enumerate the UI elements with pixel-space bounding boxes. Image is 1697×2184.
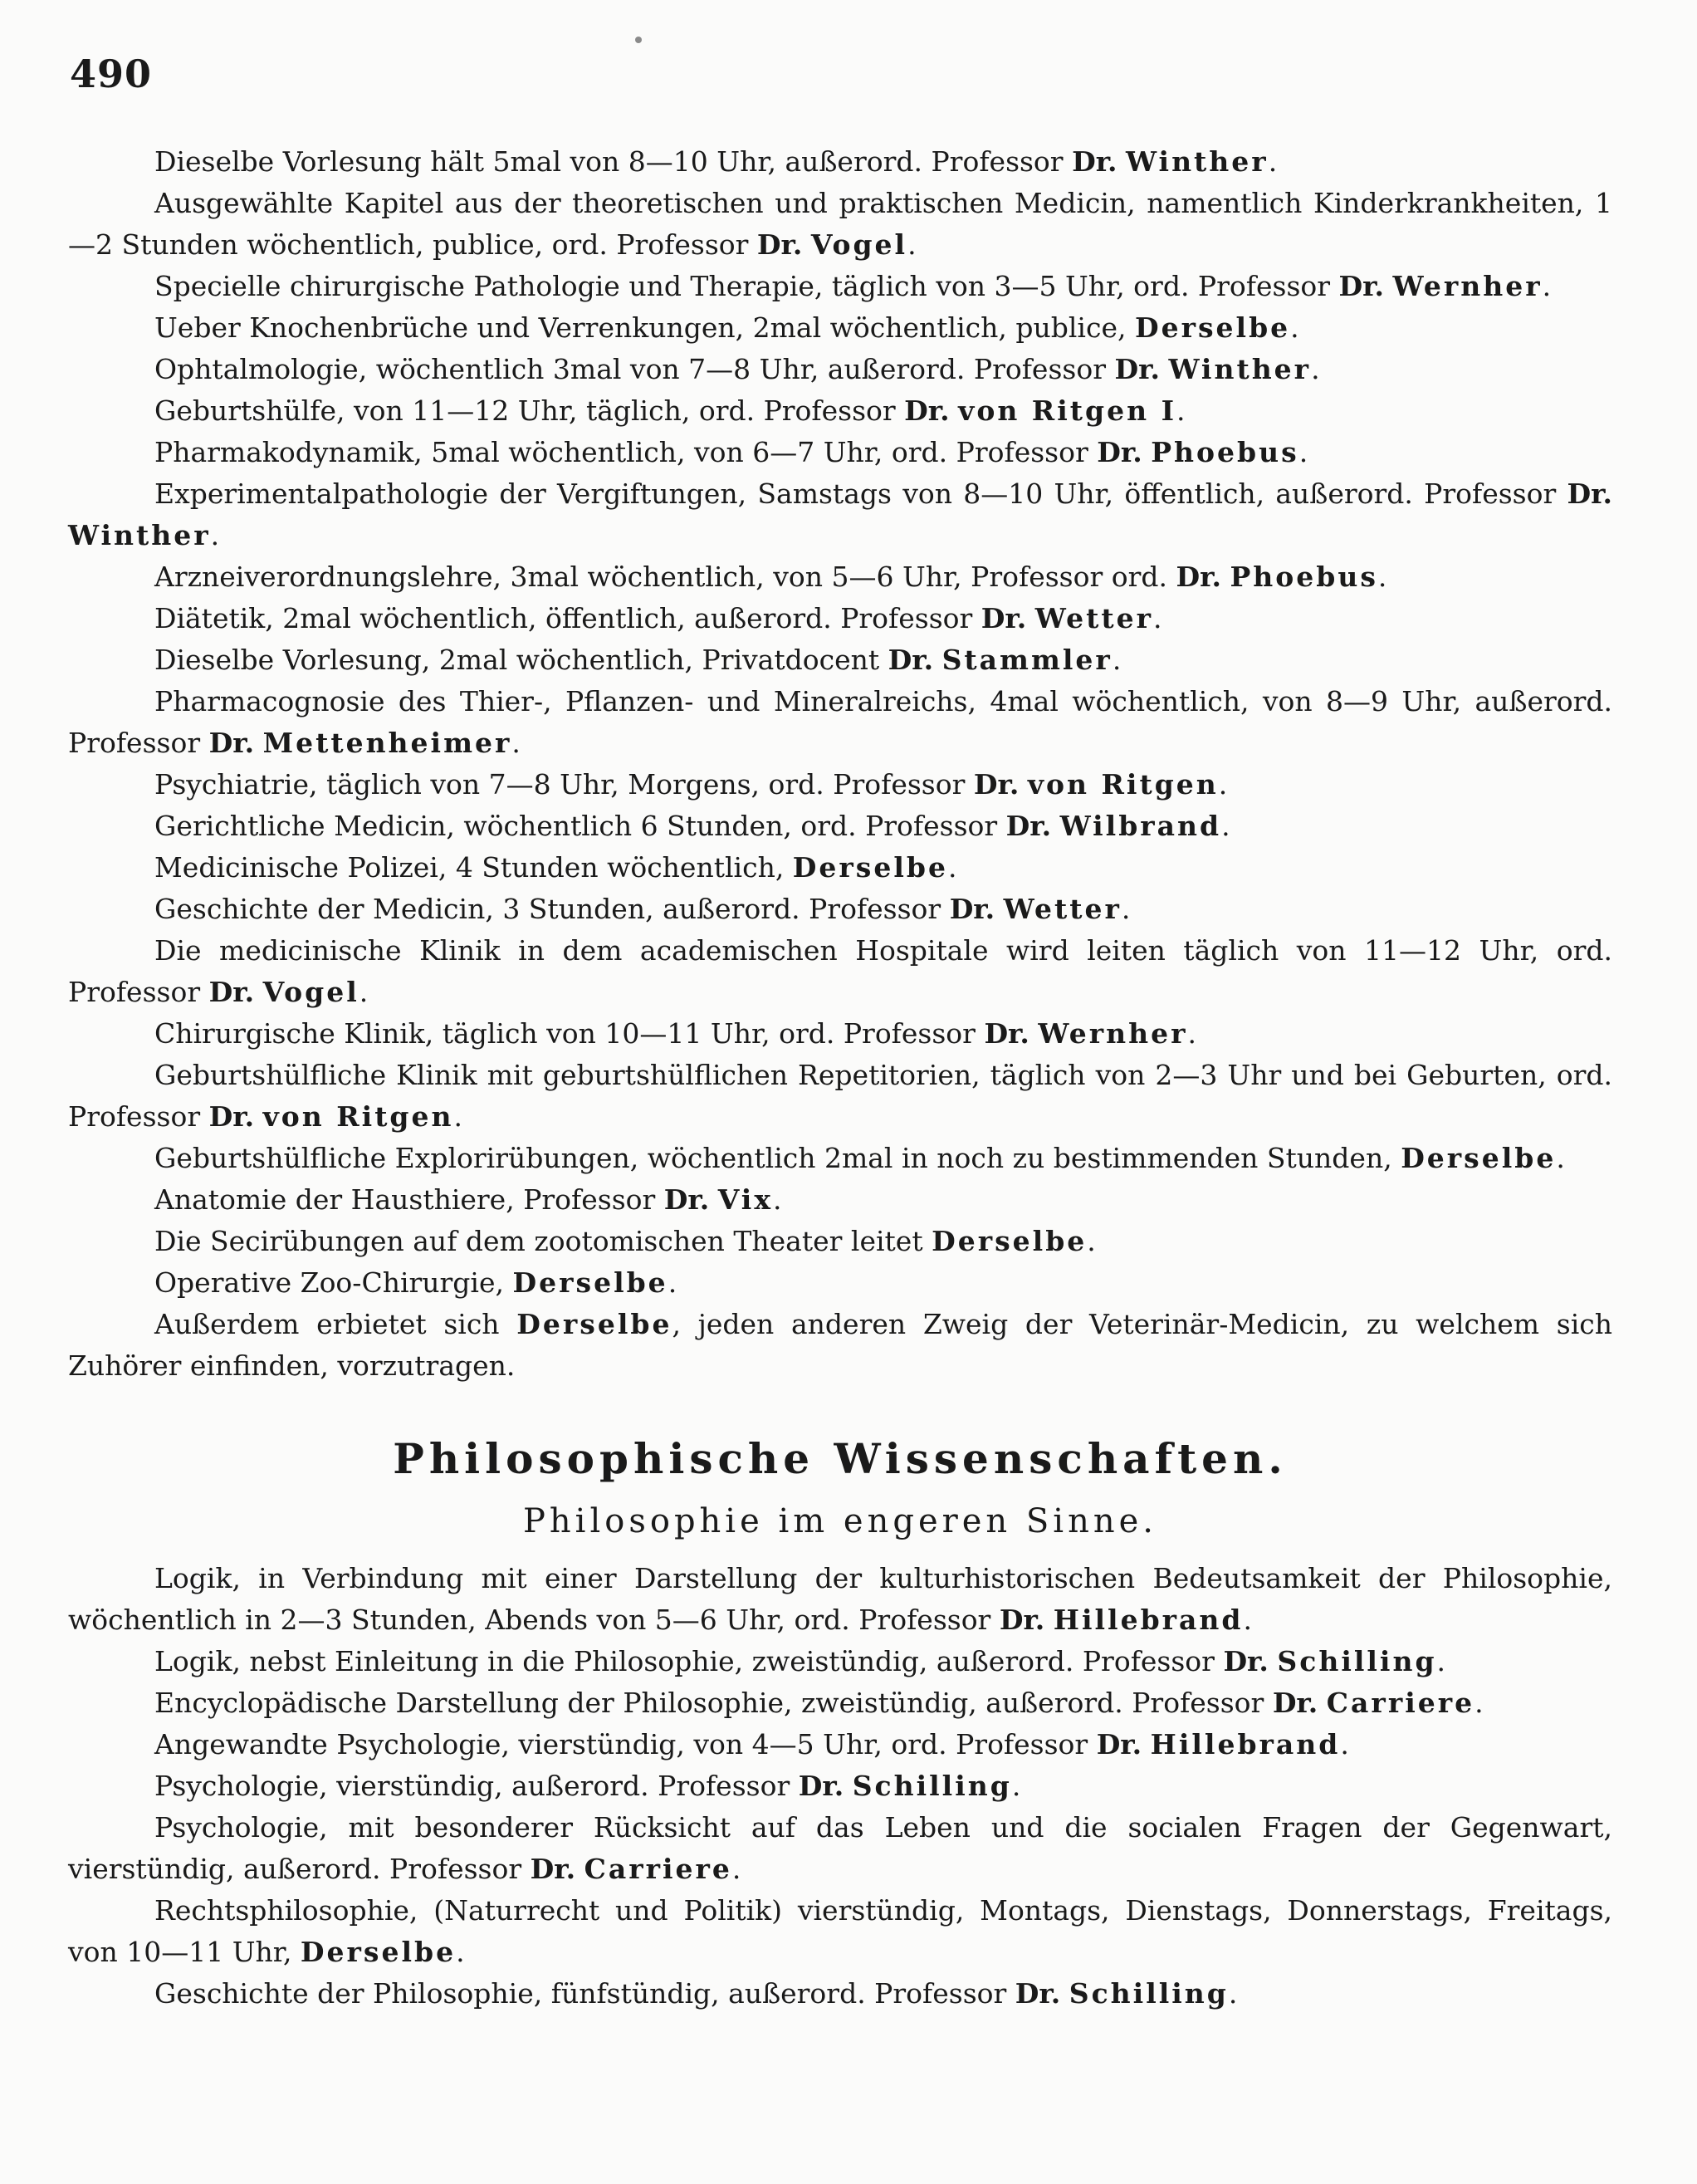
lecturer-name: Wetter (1034, 602, 1153, 634)
lecturer-name: von Ritgen (262, 1100, 454, 1133)
page-number: 490 (70, 51, 153, 96)
course-entry (68, 266, 1612, 307)
lecturer-title: Dr. (949, 893, 995, 925)
lecturer-name: Winther (1126, 145, 1269, 178)
course-description: Außerdem erbietet sich (154, 1308, 517, 1340)
course-entry (68, 1641, 1612, 1682)
entry-ending: . (1298, 436, 1308, 468)
lecturer-title: Dr. (208, 1100, 255, 1133)
lecturer-name: Phoebus (1230, 561, 1378, 593)
lecturer-name: Carriere (584, 1853, 732, 1885)
course-entry (68, 1682, 1612, 1724)
course-entry (68, 1304, 1612, 1387)
entry-ending: . (1112, 644, 1122, 676)
lecturer-name: Derselbe (1401, 1142, 1557, 1174)
entry-ending: . (1377, 561, 1387, 593)
entry-ending: . (1121, 893, 1131, 925)
course-description: Psychologie, vierstündig, außerord. Professor (154, 1770, 799, 1802)
entry-ending: . (1311, 353, 1320, 385)
entry-ending: . (359, 976, 369, 1008)
course-description: Geschichte der Medicin, 3 Stunden, außerord. Professor (154, 893, 950, 925)
lecturer-name: Hillebrand (1150, 1728, 1341, 1760)
course-description: Medicinische Polizei, 4 Stunden wöchentlich, (154, 851, 793, 884)
lecturer-name: Schilling (852, 1770, 1012, 1802)
entry-ending: . (1436, 1645, 1446, 1677)
lecturer-title: Dr. (984, 1017, 1029, 1050)
entry-ending: . (1153, 602, 1162, 634)
lecturer-title: Dr. (1114, 353, 1160, 385)
entry-ending: . (511, 727, 521, 759)
lecturer-title: Dr. (663, 1183, 710, 1216)
lecturer-name: Winther (1168, 353, 1312, 385)
course-entry (68, 806, 1612, 847)
lecturer-name: Winther (68, 519, 211, 551)
lecturer-title: Dr. (1223, 1645, 1269, 1677)
entry-ending: . (1556, 1142, 1565, 1174)
entry-ending: . (1176, 394, 1186, 427)
entry-ending: . (1474, 1687, 1484, 1719)
course-description: Dieselbe Vorlesung, 2mal wöchentlich, Privatdocent (154, 644, 888, 676)
course-entry (68, 681, 1612, 764)
page-content (68, 141, 1612, 2015)
lecturer-name: Wetter (1003, 893, 1122, 925)
entry-ending: . (1268, 145, 1278, 178)
sub-section-title: Philosophie im engeren Sinne. (522, 1502, 1158, 1540)
course-entry (68, 847, 1612, 889)
lecturer-title: Dr. (1272, 1687, 1318, 1719)
lecturer-name: Wilbrand (1059, 810, 1222, 842)
lecturer-name: Derselbe (512, 1266, 668, 1299)
lecturer-name: von Ritgen I (958, 394, 1176, 427)
lecturer-name: Derselbe (792, 851, 948, 884)
course-description: Geburtshülfe, von 11—12 Uhr, täglich, ord. Professor (154, 394, 905, 427)
lecturer-name: Vogel (262, 976, 359, 1008)
course-description: Logik, in Verbindung mit einer Darstellung der kulturhistorischen Bedeutsamkeit der Philosophie, wöchentlich in 2—3 Stunden, Abends von 5—6 Uhr, ord. Professor (68, 1562, 1612, 1636)
course-description: Psychologie, mit besonderer Rücksicht auf das Leben und die socialen Fragen der Gegenwart, vierstündig, außerord. Professor (68, 1811, 1612, 1885)
lecturer-title: Dr. (1338, 270, 1384, 302)
entry-ending: . (456, 1936, 465, 1968)
lecturer-name: Derselbe (516, 1308, 672, 1340)
lecturer-title: Dr. (1096, 1728, 1142, 1760)
entry-ending: . (1011, 1770, 1021, 1802)
course-description: Chirurgische Klinik, täglich von 10—11 Uhr, ord. Professor (154, 1017, 985, 1050)
lecturer-name: Schilling (1277, 1645, 1437, 1677)
course-entry (68, 473, 1612, 556)
course-description: Gerichtliche Medicin, wöchentlich 6 Stunden, ord. Professor (154, 810, 1006, 842)
course-entry (68, 1724, 1612, 1765)
lecturer-title: Dr. (1005, 810, 1052, 842)
lecturer-name: Wernher (1392, 270, 1543, 302)
entry-ending: . (1228, 1977, 1238, 2010)
course-description: Arzneiverordnungslehre, 3mal wöchentlich, von 5—6 Uhr, Professor ord. (154, 561, 1176, 593)
course-description: Geburtshülfliche Klinik mit geburtshülflichen Repetitorien, täglich von 2—3 Uhr und bei Geburten, ord. Professor (68, 1059, 1612, 1133)
course-description: Geschichte der Philosophie, fünfstündig, außerord. Professor (154, 1977, 1015, 2010)
page-mark-dot (635, 37, 642, 43)
entry-ending: . (210, 519, 220, 551)
course-entry (68, 1890, 1612, 1973)
course-description: Pharmakodynamik, 5mal wöchentlich, von 6—7 Uhr, ord. Professor (154, 436, 1098, 468)
course-description: Anatomie der Hausthiere, Professor (154, 1183, 664, 1216)
course-description: Rechtsphilosophie, (Naturrecht und Politik) vierstündig, Montags, Dienstags, Donnerstags, Freitags, von 10—11 Uhr, (68, 1894, 1612, 1968)
lecturer-title: Dr. (1015, 1977, 1061, 2010)
entry-ending: . (453, 1100, 462, 1133)
lecturer-title: Dr. (1097, 436, 1142, 468)
course-entry (68, 307, 1612, 349)
lecturer-name: Derselbe (300, 1936, 457, 1968)
entry-ending: . (773, 1183, 782, 1216)
course-description: Pharmacognosie des Thier-, Pflanzen- und Mineralreichs, 4mal wöchentlich, von 8—9 Uhr, außerord. Professor (68, 685, 1612, 759)
lecturer-title: Dr. (208, 976, 255, 1008)
course-entry (68, 1558, 1612, 1641)
lecturer-title: Dr. (973, 768, 1020, 801)
course-entry (68, 141, 1612, 183)
course-description: Logik, nebst Einleitung in die Philosophie, zweistündig, außerord. Professor (154, 1645, 1224, 1677)
course-entry (68, 183, 1612, 266)
entry-ending: . (1218, 768, 1228, 801)
entry-ending: . (731, 1853, 741, 1885)
course-description: Operative Zoo-Chirurgie, (154, 1266, 513, 1299)
entry-ending: . (1340, 1728, 1349, 1760)
lecturer-title: Dr. (1567, 477, 1612, 510)
lecturer-name: Vogel (810, 228, 908, 261)
lecturer-title: Dr. (981, 602, 1027, 634)
medicine-course-list (68, 141, 1612, 1387)
lecturer-name: Derselbe (1134, 311, 1291, 344)
lecturer-name: von Ritgen (1027, 768, 1219, 801)
entry-ending: . (1087, 1225, 1096, 1257)
course-description: Die medicinische Klinik in dem academischen Hospitale wird leiten täglich von 11—12 Uhr, ord. Professor (68, 934, 1612, 1008)
course-entry (68, 1013, 1612, 1055)
course-entry (68, 930, 1612, 1013)
course-description: Angewandte Psychologie, vierstündig, von 4—5 Uhr, ord. Professor (154, 1728, 1097, 1760)
entry-ending: . (907, 228, 917, 261)
course-entry (68, 889, 1612, 930)
course-entry (68, 390, 1612, 432)
entry-ending: . (668, 1266, 677, 1299)
lecturer-name: Stammler (941, 644, 1113, 676)
entry-ending: . (1243, 1604, 1252, 1636)
course-entry (68, 1221, 1612, 1262)
entry-ending: . (1542, 270, 1552, 302)
lecturer-title: Dr. (1176, 561, 1221, 593)
lecturer-name: Schilling (1069, 1977, 1229, 2010)
course-entry (68, 1179, 1612, 1221)
course-description: Diätetik, 2mal wöchentlich, öffentlich, außerord. Professor (154, 602, 981, 634)
course-description: Die Secirübungen auf dem zootomischen Theater leitet (154, 1225, 932, 1257)
lecturer-title: Dr. (530, 1853, 576, 1885)
course-entry (68, 556, 1612, 598)
course-entry (68, 1055, 1612, 1138)
lecturer-name: Wernher (1038, 1017, 1188, 1050)
course-entry (68, 1262, 1612, 1304)
lecturer-name: Hillebrand (1053, 1604, 1244, 1636)
course-entry (68, 1807, 1612, 1890)
course-description: Psychiatrie, täglich von 7—8 Uhr, Morgens, ord. Professor (154, 768, 974, 801)
course-entry (68, 349, 1612, 390)
course-entry (68, 1973, 1612, 2015)
lecturer-title: Dr. (904, 394, 950, 427)
lecturer-name: Mettenheimer (262, 727, 512, 759)
course-description: Specielle chirurgische Pathologie und Therapie, täglich von 3—5 Uhr, ord. Professor (154, 270, 1339, 302)
course-description: Dieselbe Vorlesung hält 5mal von 8—10 Uhr, außerord. Professor (154, 145, 1073, 178)
lecturer-title: Dr. (798, 1770, 844, 1802)
course-entry (68, 764, 1612, 806)
section-title: Philosophische Wissenschaften. (393, 1434, 1288, 1483)
lecturer-title: Dr. (1072, 145, 1117, 178)
entry-ending: . (1187, 1017, 1197, 1050)
entry-ending: . (1290, 311, 1299, 344)
lecturer-title: Dr. (756, 228, 803, 261)
course-description: Ophtalmologie, wöchentlich 3mal von 7—8 Uhr, außerord. Professor (154, 353, 1115, 385)
course-description: Encyclopädische Darstellung der Philosophie, zweistündig, außerord. Professor (154, 1687, 1273, 1719)
course-description: Ausgewählte Kapitel aus der theoretischen und praktischen Medicin, namentlich Kinderkrankheiten, 1—2 Stunden wöchentlich, publice, ord. Professor (68, 187, 1612, 261)
entry-ending: . (947, 851, 957, 884)
lecturer-title: Dr. (208, 727, 255, 759)
course-entry (68, 432, 1612, 473)
lecturer-name: Derselbe (932, 1225, 1088, 1257)
lecturer-name: Carriere (1326, 1687, 1475, 1719)
lecturer-title: Dr. (999, 1604, 1045, 1636)
lecturer-title: Dr. (888, 644, 934, 676)
course-entry (68, 598, 1612, 639)
lecturer-name: Vix (717, 1183, 773, 1216)
course-description: Geburtshülfliche Explorirübungen, wöchentlich 2mal in noch zu bestimmenden Stunden, (154, 1142, 1401, 1174)
lecturer-name: Phoebus (1151, 436, 1299, 468)
course-description: Ueber Knochenbrüche und Verrenkungen, 2mal wöchentlich, publice, (154, 311, 1135, 344)
course-entry (68, 1138, 1612, 1179)
entry-ending: , jeden anderen Zweig der Veterinär-Medicin, zu welchem sich Zuhörer einfinden, vorzutragen. (68, 1308, 1612, 1382)
course-entry (68, 639, 1612, 681)
entry-ending: . (1221, 810, 1230, 842)
philosophy-course-list (68, 1558, 1612, 2015)
course-entry (68, 1765, 1612, 1807)
course-description: Experimentalpathologie der Vergiftungen, Samstags von 8—10 Uhr, öffentlich, außerord. Professor (154, 477, 1567, 510)
